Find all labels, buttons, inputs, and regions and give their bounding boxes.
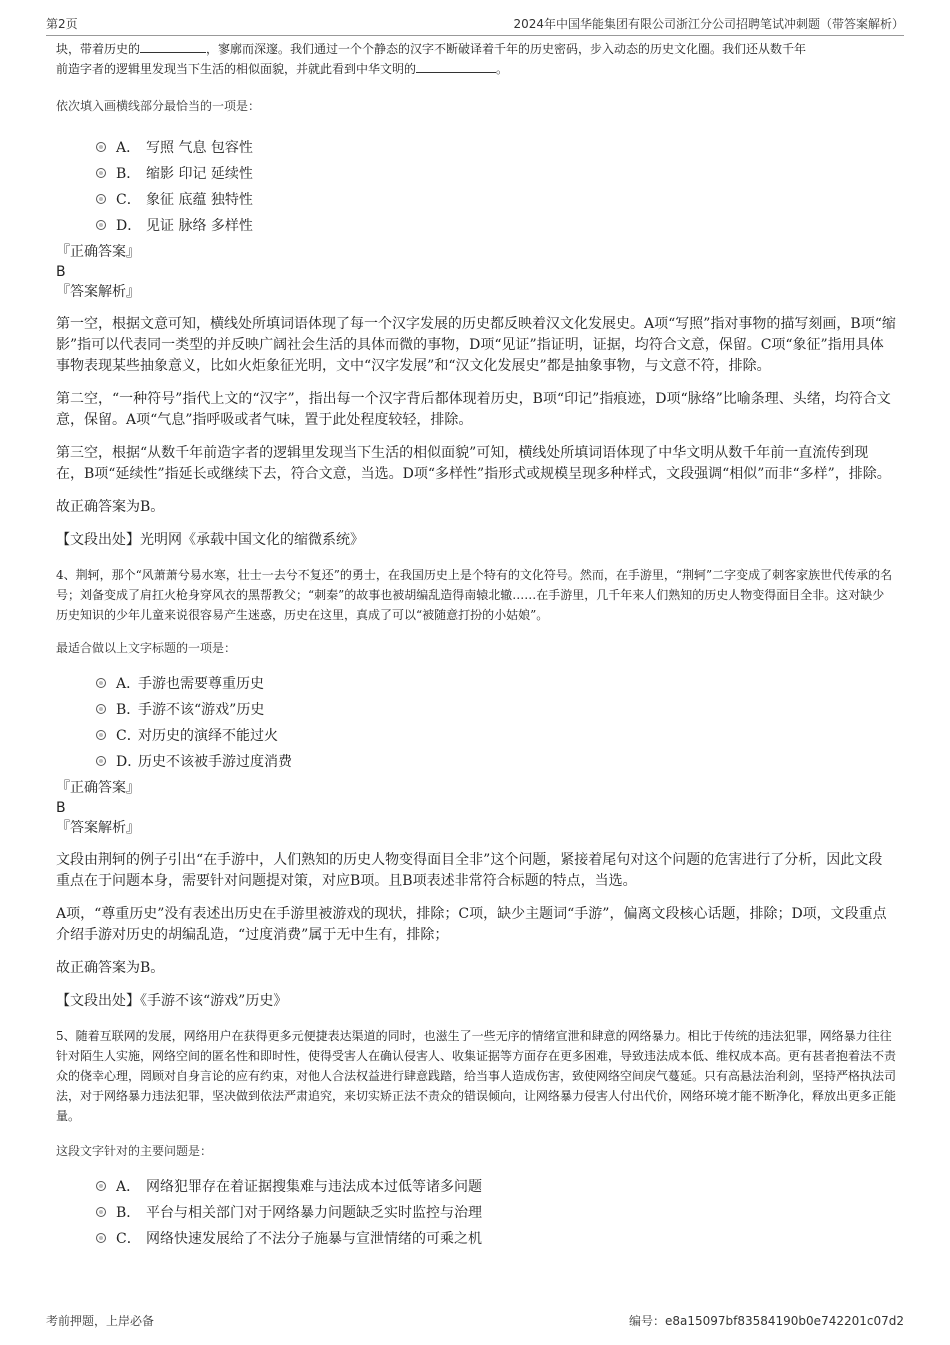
radio-icon[interactable] <box>96 142 106 152</box>
page-footer <box>46 1312 904 1329</box>
q5-option-a[interactable]: A． 网络犯罪存在着证据搜集难与违法成本过低等诸多问题 <box>56 1173 896 1199</box>
q4-analysis-1: 文段由荆轲的例子引出“在手游中，人们熟知的历史人物变得面目全非”这个问题，紧接着尾句对这个问题的危害进行了分析，因此文段重点在于问题本身，需要针对问题提对策，对应B项。且B项表述非常符合标题的特点，当选。 <box>56 852 883 889</box>
q5-stem: 5、随着互联网的发展，网络用户在获得更多元便捷表达渠道的同时，也滋生了一些无序的情绪宣泄和肆意的网络暴力。相比于传统的违法犯罪，网络暴力往往针对陌生人实施，网络空间的匿名性和即时性，使得受害人在确认侵害人、收集证据等方面存在更多困难，导致违法成本低、维权成本高。更有甚者抱着法不责众的侥幸心理，罔顾对自身言论的应有约束，对他人合法权益进行肆意践踏，给当事人造成伤害，致使网络空间戾气蔓延。只有高悬法治利剑，坚持严格执法司法，对于网络暴力违法犯罪，坚决做到依法严肃追究，来切实矫正法不责众的错误倾向，让网络暴力侵害人付出代价，网络环境才能不断净化，释放出更多正能量。 <box>56 1029 897 1123</box>
q3-option-a[interactable]: A． 写照 气息 包容性 <box>56 134 896 160</box>
radio-icon[interactable] <box>96 730 106 740</box>
q4-stem: 4、荆轲，那个“风萧萧兮易水寒，壮士一去兮不复还”的勇士，在我国历史上是个特有的文化符号。然而，在手游里，“荆轲”二字变成了刺客家族世代传承的名号；刘备变成了肩扛火枪身穿风衣的黑帮教父；“刺秦”的故事也被胡编乱造得南辕北辙……在手游里，几千年来人们熟知的历史人物变得面目全非。这对缺少历史知识的少年儿童来说很容易产生迷惑，历史在这里，真成了可以“被随意打扮的小姑娘”。 <box>56 568 893 622</box>
q3-blank-3 <box>416 60 496 73</box>
q3-answer: B <box>56 264 66 280</box>
q3-option-b[interactable]: B． 缩影 印记 延续性 <box>56 160 896 186</box>
q3-analysis-3: 第三空，根据“从数千年前造字者的逻辑里发现当下生活的相似面貌”可知，横线处所填词语体现了中华文明从数千年前一直流传到现在，B项“延续性”指延长或继续下去，符合文意，当选。D项“多样性”指形式或规模呈现多种样式，文段强调“相似”而非“多样”，排除。 <box>56 445 891 482</box>
q3-option-d[interactable]: D． 见证 脉络 多样性 <box>56 212 896 238</box>
document-id: 编号：e8a15097bf83584190b0e742201c07d2 <box>628 1314 904 1328</box>
q3-prompt: 依次填入画横线部分最恰当的一项是： <box>56 99 261 113</box>
q3-stem-line2-start: 前造字者的逻辑里发现当下生活的相似面貌，并就此看到中华文明的 <box>56 62 417 76</box>
radio-icon[interactable] <box>96 194 106 204</box>
q4-analysis-label: 『答案解析』 <box>56 820 140 836</box>
question-4 <box>56 565 896 1012</box>
document-title: 2024年中国华能集团有限公司浙江分公司招聘笔试冲刺题（带答案解析） <box>513 17 904 31</box>
page-content <box>56 36 896 1251</box>
q4-option-c[interactable]: C． 对历史的演绎不能过火 <box>56 722 896 748</box>
page-number: 第2页 <box>46 17 78 31</box>
page-header <box>46 10 904 36</box>
q3-stem <box>56 36 896 79</box>
q3-options <box>56 134 896 238</box>
q5-option-b[interactable]: B． 平台与相关部门对于网络暴力问题缺乏实时监控与治理 <box>56 1199 896 1225</box>
q5-option-c[interactable]: C． 网络快速发展给了不法分子施暴与宣泄情绪的可乘之机 <box>56 1225 896 1251</box>
q4-option-d[interactable]: D． 历史不该被手游过度消费 <box>56 748 896 774</box>
q4-analysis-2: A项，“尊重历史”没有表述出历史在手游里被游戏的现状，排除；C项，缺少主题词“手游”，偏离文段核心话题，排除；D项，文段重点介绍手游对历史的胡编乱造，“过度消费”属于无中生有，排除； <box>56 906 887 943</box>
radio-icon[interactable] <box>96 1181 106 1191</box>
radio-icon[interactable] <box>96 704 106 714</box>
q4-prompt: 最适合做以上文字标题的一项是： <box>56 641 237 655</box>
radio-icon[interactable] <box>96 1207 106 1217</box>
q3-analysis-4: 故正确答案为B。 <box>56 499 165 515</box>
q3-option-c[interactable]: C． 象征 底蕴 独特性 <box>56 186 896 212</box>
radio-icon[interactable] <box>96 1233 106 1243</box>
radio-icon[interactable] <box>96 678 106 688</box>
q3-stem-line2-end: 。 <box>496 62 509 76</box>
q3-analysis-label: 『答案解析』 <box>56 284 140 300</box>
radio-icon[interactable] <box>96 220 106 230</box>
radio-icon[interactable] <box>96 756 106 766</box>
question-5 <box>56 1026 896 1251</box>
q4-option-a[interactable]: A． 手游也需要尊重历史 <box>56 670 896 696</box>
question-3 <box>56 36 896 551</box>
q4-options <box>56 670 896 774</box>
q3-blank-2 <box>140 40 206 53</box>
q3-analysis-1: 第一空，根据文意可知，横线处所填词语体现了每一个汉字发展的历史都反映着汉文化发展史。A项“写照”指对事物的描写刻画，B项“缩影”指可以代表同一类型的并反映广阔社会生活的具体而微的事物，D项“见证”指证明，证据，均符合文意，保留。C项“象征”指用具体事物表现某些抽象意义，比如火炬象征光明，文中“汉字发展”和“汉文化发展史”都是抽象事物，与文意不符，排除。 <box>56 316 896 374</box>
q4-answer: B <box>56 800 66 816</box>
q5-options <box>56 1173 896 1251</box>
q4-answer-label: 『正确答案』 <box>56 780 140 796</box>
q4-analysis-3: 故正确答案为B。 <box>56 960 165 976</box>
q3-stem-line1-end: ，寥廓而深邃。我们通过一个个静态的汉字不断破译着千年的历史密码，步入动态的历史文化圈。我们还从数千年 <box>206 42 807 56</box>
footer-slogan: 考前押题，上岸必备 <box>46 1314 155 1328</box>
q3-answer-label: 『正确答案』 <box>56 244 140 260</box>
q4-option-b[interactable]: B． 手游不该“游戏”历史 <box>56 696 896 722</box>
radio-icon[interactable] <box>96 168 106 178</box>
q3-source: 【文段出处】光明网《承载中国文化的缩微系统》 <box>56 532 364 548</box>
q4-source: 【文段出处】《手游不该“游戏”历史》 <box>56 993 288 1009</box>
q5-prompt: 这段文字针对的主要问题是： <box>56 1144 213 1158</box>
q3-stem-line1-start: 块，带着历史的 <box>56 42 141 56</box>
q3-analysis-2: 第二空，“一种符号”指代上文的“汉字”，指出每一个汉字背后都体现着历史，B项“印记”指痕迹，D项“脉络”比喻条理、头绪，均符合文意，保留。A项“气息”指呼吸或者气味，置于此处程度较轻，排除。 <box>56 391 891 428</box>
